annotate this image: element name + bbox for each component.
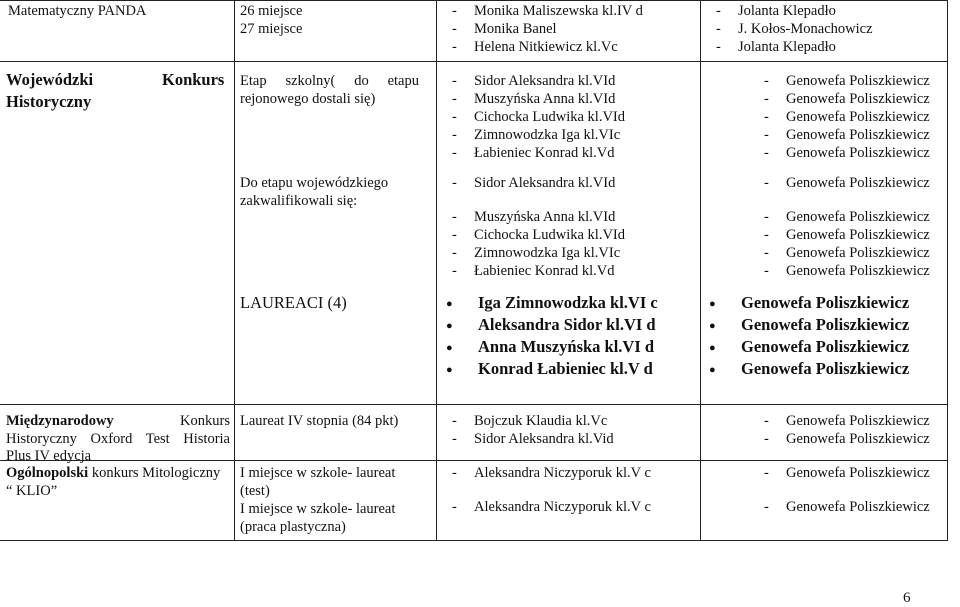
row2-stage2-teacher-3: - Genowefa Poliszkiewicz bbox=[764, 226, 930, 244]
row3-students bbox=[452, 412, 614, 448]
row4-result2-line1: I miejsce w szkole- laureat bbox=[240, 501, 396, 517]
row4-student-2: - Aleksandra Niczyporuk kl.V c bbox=[452, 498, 651, 516]
row2-laureates-label: LAUREACI (4) bbox=[240, 293, 347, 312]
row3-competition-word-d: Historia bbox=[183, 431, 230, 447]
row2-stage1-teacher-3: - Genowefa Poliszkiewicz bbox=[764, 108, 930, 126]
row2-stage2-label-line1: Do etapu wojewódzkiego bbox=[240, 175, 389, 191]
row1-student-2: - Monika Banel bbox=[452, 20, 643, 38]
row2-stage1-student-3: - Cichocka Ludwika kl.VId bbox=[452, 108, 625, 126]
col-divider-2 bbox=[436, 0, 437, 541]
row2-stage1-student-5: - Łabieniec Konrad kl.Vd bbox=[452, 144, 625, 162]
row2-competition-line1: Wojewódzki bbox=[6, 70, 94, 89]
row4-teacher-1-list bbox=[764, 464, 930, 482]
row3-competition-word-a: Historyczny bbox=[6, 431, 77, 447]
rule-top-row1 bbox=[0, 0, 948, 1]
row2-stage2-teacher-1: - Genowefa Poliszkiewicz bbox=[764, 174, 930, 192]
row4-teacher-2: - Genowefa Poliszkiewicz bbox=[764, 498, 930, 516]
row4-competition-line1 bbox=[6, 464, 220, 482]
row2-stage1-label-b: szkolny( bbox=[285, 73, 336, 89]
row2-laureates-teachers bbox=[709, 292, 909, 380]
row3-teacher-2: - Genowefa Poliszkiewicz bbox=[764, 430, 930, 448]
row4-student-1-list bbox=[452, 464, 651, 482]
page-number: 6 bbox=[903, 590, 911, 606]
row2-stage2-teacher-2: - Genowefa Poliszkiewicz bbox=[764, 208, 930, 226]
row2-stage1-teacher-1: - Genowefa Poliszkiewicz bbox=[764, 72, 930, 90]
row2-stage2-student-1: - Sidor Aleksandra kl.VId bbox=[452, 174, 615, 192]
row2-stage2-student-3: - Cichocka Ludwika kl.VId bbox=[452, 226, 625, 244]
row2-stage1-teacher-2: - Genowefa Poliszkiewicz bbox=[764, 90, 930, 108]
row2-stage1-teacher-5: - Genowefa Poliszkiewicz bbox=[764, 144, 930, 162]
row4-teacher-2-list bbox=[764, 498, 930, 516]
rule-row2-row3 bbox=[0, 404, 948, 405]
row4-result1-line1: I miejsce w szkole- laureat bbox=[240, 465, 396, 481]
row1-competition: Matematyczny PANDA bbox=[8, 3, 147, 19]
row2-stage1-teacher-4: - Genowefa Poliszkiewicz bbox=[764, 126, 930, 144]
row2-stage1-teachers bbox=[764, 72, 930, 162]
row2-stage1-label-d: etapu bbox=[387, 73, 419, 89]
row2-laureate-teacher-2: ● Genowefa Poliszkiewicz bbox=[709, 314, 909, 336]
row2-laureate-student-2: ● Aleksandra Sidor kl.VI d bbox=[446, 314, 658, 336]
row3-competition-bold: Międzynarodowy bbox=[6, 413, 114, 429]
row2-stage2-teacher-4: - Genowefa Poliszkiewicz bbox=[764, 244, 930, 262]
rule-row1-row2 bbox=[0, 61, 948, 62]
row3-competition-word: Konkurs bbox=[180, 413, 230, 429]
row1-teacher-1: - Jolanta Klepadło bbox=[716, 2, 873, 20]
row4-result1-line2: (test) bbox=[240, 483, 270, 499]
row2-stage1-student-2: - Muszyńska Anna kl.VId bbox=[452, 90, 625, 108]
row2-stage1-label-line1 bbox=[240, 72, 419, 90]
row2-laureate-student-3: ● Anna Muszyńska kl.VI d bbox=[446, 336, 658, 358]
row4-result1 bbox=[240, 464, 395, 536]
row4-student-1: - Aleksandra Niczyporuk kl.V c bbox=[452, 464, 651, 482]
row2-competition-word: Konkurs bbox=[162, 70, 225, 89]
row2-stage1-student-4: - Zimnowodzka Iga kl.VIc bbox=[452, 126, 625, 144]
row2-stage1-student-1: - Sidor Aleksandra kl.VId bbox=[452, 72, 625, 90]
row2-competition-line2: Historyczny bbox=[6, 92, 92, 111]
row3-competition-line1 bbox=[6, 412, 230, 430]
row2-stage1-students bbox=[452, 72, 625, 162]
row2-laureate-student-1: ● Iga Zimnowodzka kl.VI c bbox=[446, 292, 658, 314]
row2-stage2-student-4: - Zimnowodzka Iga kl.VIc bbox=[452, 244, 625, 262]
row3-competition-line2 bbox=[6, 430, 230, 448]
row4-teacher-1: - Genowefa Poliszkiewicz bbox=[764, 464, 930, 482]
row1-students bbox=[452, 2, 643, 56]
row1-student-1: - Monika Maliszewska kl.IV d bbox=[452, 2, 643, 20]
row2-stage2-teachers bbox=[764, 208, 930, 280]
row2-laureate-teacher-3: ● Genowefa Poliszkiewicz bbox=[709, 336, 909, 358]
rule-bottom bbox=[0, 540, 948, 541]
col-divider-3 bbox=[700, 0, 701, 541]
col-divider-1 bbox=[234, 0, 235, 541]
row2-stage1-label-line2: rejonowego dostali się) bbox=[240, 91, 376, 107]
row3-teachers bbox=[764, 412, 930, 448]
row1-place-1: 26 miejsce bbox=[240, 3, 303, 19]
row3-teacher-1: - Genowefa Poliszkiewicz bbox=[764, 412, 930, 430]
row4-competition-line2: “ KLIO” bbox=[6, 483, 58, 499]
col-divider-right bbox=[947, 0, 948, 541]
row4-result2-line2: (praca plastyczna) bbox=[240, 519, 346, 535]
row1-teacher-2: - J. Kołos-Monachowicz bbox=[716, 20, 873, 38]
row2-laureate-teacher-1: ● Genowefa Poliszkiewicz bbox=[709, 292, 909, 314]
row2-laureate-teacher-4: ● Genowefa Poliszkiewicz bbox=[709, 358, 909, 380]
row2-stage2-students bbox=[452, 208, 625, 280]
row2-stage2-first-student bbox=[452, 174, 615, 192]
row3-student-1: - Bojczuk Klaudia kl.Vc bbox=[452, 412, 614, 430]
row1-teacher-3: - Jolanta Klepadło bbox=[716, 38, 873, 56]
row2-laureates-students bbox=[446, 292, 658, 380]
row2-stage2-label-line2: zakwalifikowali się: bbox=[240, 193, 358, 209]
row4-competition-bold: Ogólnopolski bbox=[6, 465, 89, 481]
row2-stage2-student-5: - Łabieniec Konrad kl.Vd bbox=[452, 262, 625, 280]
row3-result: Laureat IV stopnia (84 pkt) bbox=[240, 413, 399, 429]
row3-competition-word-b: Oxford bbox=[90, 431, 133, 447]
row2-stage2-teacher-5: - Genowefa Poliszkiewicz bbox=[764, 262, 930, 280]
row4-student-2-list bbox=[452, 498, 651, 516]
row2-stage2-student-2: - Muszyńska Anna kl.VId bbox=[452, 208, 625, 226]
row3-competition-word-c: Test bbox=[145, 431, 170, 447]
row2-stage1-label-a: Etap bbox=[240, 73, 267, 89]
row1-student-3: - Helena Nitkiewicz kl.Vc bbox=[452, 38, 643, 56]
row3-competition-line3: Plus IV edycja bbox=[6, 448, 92, 464]
row1-place-2: 27 miejsce bbox=[240, 21, 303, 37]
row2-stage2-first-teacher bbox=[764, 174, 930, 192]
rule-row3-row4 bbox=[0, 460, 948, 461]
row3-student-2: - Sidor Aleksandra kl.Vid bbox=[452, 430, 614, 448]
row2-laureate-student-4: ● Konrad Łabieniec kl.V d bbox=[446, 358, 658, 380]
row2-stage1-label-c: do bbox=[354, 73, 369, 89]
row1-places bbox=[240, 2, 302, 38]
row1-teachers bbox=[716, 2, 873, 56]
row4-competition-rest: konkurs Mitologiczny bbox=[91, 465, 221, 481]
